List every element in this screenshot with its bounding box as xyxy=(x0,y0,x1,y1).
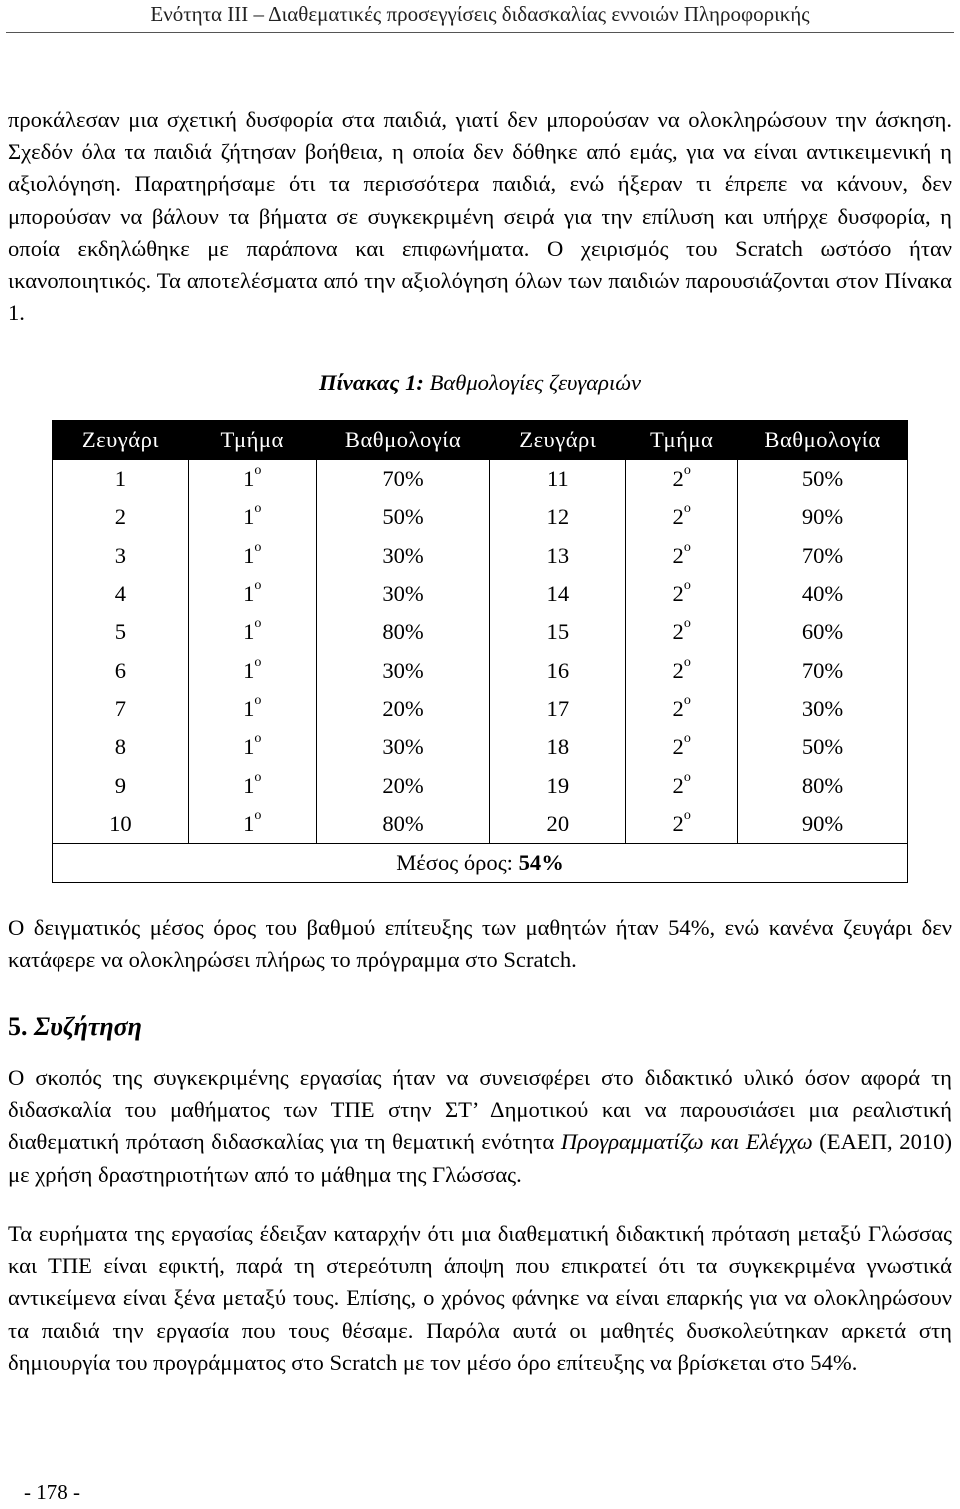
cell-score-a xyxy=(316,651,490,689)
page-number: - 178 - xyxy=(24,1480,80,1504)
cell-class-b-value: 2 xyxy=(672,734,684,760)
section-number: 5. xyxy=(8,1012,28,1041)
scores-table xyxy=(52,420,908,883)
table-row xyxy=(53,498,908,536)
ordinal-suffix: ο xyxy=(683,769,691,785)
cell-pair-b-value: 16 xyxy=(546,657,570,683)
cell-score-a-value: 20% xyxy=(382,772,424,798)
cell-score-a-value: 80% xyxy=(382,810,424,836)
table-row xyxy=(53,613,908,651)
cell-class-b-value: 2 xyxy=(672,695,684,721)
cell-score-b-value: 60% xyxy=(801,619,844,645)
cell-score-b xyxy=(738,766,908,804)
cell-pair-a-value: 1 xyxy=(114,466,127,492)
mean-value: 54% xyxy=(518,850,564,876)
cell-pair-b xyxy=(490,690,626,728)
cell-score-a-value: 30% xyxy=(382,657,424,683)
cell-score-a xyxy=(316,728,490,766)
table-row xyxy=(53,460,908,498)
cell-class-b xyxy=(626,651,738,689)
cell-class-a-value: 1 xyxy=(243,581,255,607)
cell-class-a xyxy=(188,651,316,689)
table-row xyxy=(53,766,908,804)
col-header-score-a: Βαθμολογία xyxy=(316,420,490,460)
cell-pair-b xyxy=(490,728,626,766)
cell-score-a xyxy=(316,575,490,613)
cell-score-a-value: 70% xyxy=(382,466,424,492)
cell-class-b-value: 2 xyxy=(672,810,684,836)
cell-class-a-value: 1 xyxy=(243,657,255,683)
discussion-paragraph-2: Τα ευρήματα της εργασίας έδειξαν καταρχήν ότι μια διαθεματική διδακτική πρόταση μεταξύ Γλώσσας και ΤΠΕ είναι εφικτή, παρά τη στερεότυπη άποψη που επικρατεί ότι τα συγκεκριμένα γνωστικά αντικείμενα είναι ξένα μεταξύ τους. Επίσης, ο χρόνος φάνηκε να είναι επαρκής για να ολοκληρώσουν τα παιδιά την εργασία που τους θέσαμε. Παρόλα αυτά οι μαθητές δυσκολεύτηκαν αρκετά στη δημιουργία του προγράμματος στο Scratch με τον μέσο όρο επίτευξης να βρίσκεται στο 54%. xyxy=(8,1221,952,1375)
cell-pair-b xyxy=(490,537,626,575)
cell-pair-a-value: 2 xyxy=(114,504,127,530)
section-heading xyxy=(8,1010,142,1044)
cell-pair-a xyxy=(53,575,189,613)
cell-class-b xyxy=(626,766,738,804)
cell-pair-b-value: 13 xyxy=(546,542,570,568)
cell-pair-a-value: 6 xyxy=(114,657,127,683)
ordinal-suffix: ο xyxy=(254,769,262,785)
cell-score-a xyxy=(316,537,490,575)
table-row xyxy=(53,575,908,613)
cell-score-b-value: 70% xyxy=(801,542,844,568)
cell-pair-a xyxy=(53,728,189,766)
section-title: Συζήτηση xyxy=(34,1012,142,1041)
mean-cell xyxy=(53,843,908,882)
ordinal-suffix: ο xyxy=(254,692,262,708)
cell-class-b xyxy=(626,498,738,536)
ordinal-suffix: ο xyxy=(683,731,691,747)
cell-pair-b-value: 19 xyxy=(546,772,570,798)
cell-pair-b-value: 18 xyxy=(546,734,570,760)
cell-pair-b-value: 12 xyxy=(546,504,570,530)
cell-pair-a xyxy=(53,805,189,844)
ordinal-suffix: ο xyxy=(683,807,691,823)
ordinal-suffix: ο xyxy=(254,731,262,747)
cell-class-b-value: 2 xyxy=(672,657,684,683)
cell-class-a-value: 1 xyxy=(243,542,255,568)
mean-row xyxy=(53,843,908,882)
cell-pair-b-value: 20 xyxy=(546,810,570,836)
cell-pair-a xyxy=(53,460,189,498)
cell-pair-a-value: 7 xyxy=(114,695,127,721)
cell-class-a xyxy=(188,766,316,804)
cell-score-a-value: 80% xyxy=(382,619,424,645)
table-header-row xyxy=(53,420,908,460)
cell-class-a-value: 1 xyxy=(243,810,255,836)
discussion-paragraph-1 xyxy=(8,1062,952,1191)
cell-score-b-value: 70% xyxy=(801,657,844,683)
cell-score-b xyxy=(738,613,908,651)
ordinal-suffix: ο xyxy=(683,501,691,517)
cell-pair-a-value: 3 xyxy=(114,542,127,568)
cell-score-a-value: 30% xyxy=(382,581,424,607)
col-header-pair-a: Ζευγάρι xyxy=(53,420,189,460)
cell-pair-a-value: 8 xyxy=(114,734,127,760)
summary-paragraph: Ο δειγματικός μέσος όρος του βαθμού επίτευξης των μαθητών ήταν 54%, ενώ κανένα ζευγάρι δεν κατάφερε να ολοκληρώσει πλήρως το πρόγραμμα στο Scratch. xyxy=(8,915,952,973)
cell-class-a xyxy=(188,690,316,728)
ordinal-suffix: ο xyxy=(254,654,262,670)
cell-class-b xyxy=(626,460,738,498)
cell-score-b-value: 90% xyxy=(801,810,844,836)
table-caption-label: Πίνακας 1: xyxy=(318,370,424,395)
cell-class-a xyxy=(188,805,316,844)
discussion-p1-italic: Προγραμματίζω και Ελέγχω xyxy=(560,1129,813,1155)
cell-score-b-value: 30% xyxy=(801,695,844,721)
cell-pair-b xyxy=(490,766,626,804)
cell-class-b-value: 2 xyxy=(672,581,684,607)
ordinal-suffix: ο xyxy=(254,501,262,517)
col-header-pair-b: Ζευγάρι xyxy=(490,420,626,460)
cell-score-a xyxy=(316,690,490,728)
cell-score-a xyxy=(316,498,490,536)
cell-score-b xyxy=(738,575,908,613)
cell-score-b-value: 50% xyxy=(801,734,844,760)
cell-class-b xyxy=(626,690,738,728)
cell-class-b-value: 2 xyxy=(672,466,684,492)
cell-pair-a xyxy=(53,690,189,728)
cell-pair-a xyxy=(53,498,189,536)
ordinal-suffix: ο xyxy=(683,616,691,632)
cell-pair-a xyxy=(53,613,189,651)
cell-pair-b-value: 15 xyxy=(546,619,570,645)
cell-pair-b-value: 17 xyxy=(546,695,570,721)
discussion-p1-start: Ο σκοπός της συγκεκριμένης εργασίας ήταν να συνεισφέρει στο διδακτικό υλικό όσον αφορά τη διδασκαλία του μαθήματος των ΤΠΕ στην ΣΤ’ Δημοτικού και να παρουσιάσει μια ρεαλιστική διαθεματική πρόταση διδασκαλίας για τη θεματική ενότητα xyxy=(8,1065,952,1155)
running-header: Ενότητα ΙΙΙ – Διαθεματικές προσεγγίσεις διδασκαλίας εννοιών Πληροφορικής xyxy=(150,2,810,26)
cell-score-b xyxy=(738,498,908,536)
ordinal-suffix: ο xyxy=(254,807,262,823)
table-row xyxy=(53,537,908,575)
col-header-class-b: Τμήμα xyxy=(626,420,738,460)
col-header-class-a: Τμήμα xyxy=(188,420,316,460)
ordinal-suffix: ο xyxy=(683,463,691,479)
cell-score-b xyxy=(738,651,908,689)
cell-score-b xyxy=(738,537,908,575)
ordinal-suffix: ο xyxy=(683,539,691,555)
cell-pair-b xyxy=(490,460,626,498)
cell-pair-a-value: 5 xyxy=(114,619,127,645)
header-divider xyxy=(6,32,954,33)
cell-pair-a xyxy=(53,537,189,575)
ordinal-suffix: ο xyxy=(254,539,262,555)
mean-label: Μέσος όρος: xyxy=(396,850,513,876)
cell-pair-a-value: 10 xyxy=(109,810,132,836)
cell-class-b xyxy=(626,537,738,575)
cell-pair-b xyxy=(490,651,626,689)
cell-class-a xyxy=(188,498,316,536)
cell-class-b xyxy=(626,805,738,844)
cell-class-a-value: 1 xyxy=(243,695,255,721)
cell-score-b-value: 40% xyxy=(801,581,844,607)
table-caption xyxy=(0,367,960,399)
cell-score-a xyxy=(316,460,490,498)
discussion-p1-end: (ΕΑΕΠ, 2010) με χρήση δραστηριοτήτων από το μάθημα της Γλώσσας. xyxy=(8,1129,953,1187)
table-caption-text: Βαθμολογίες ζευγαριών xyxy=(429,370,642,395)
cell-score-a-value: 20% xyxy=(382,695,424,721)
ordinal-suffix: ο xyxy=(254,578,262,594)
table-row xyxy=(53,728,908,766)
table-row xyxy=(53,690,908,728)
cell-score-b-value: 90% xyxy=(801,504,844,530)
cell-score-b xyxy=(738,728,908,766)
cell-score-a-value: 50% xyxy=(382,504,424,530)
cell-class-b xyxy=(626,613,738,651)
cell-pair-b xyxy=(490,498,626,536)
cell-pair-b xyxy=(490,805,626,844)
ordinal-suffix: ο xyxy=(683,692,691,708)
cell-pair-b-value: 14 xyxy=(546,581,570,607)
cell-class-a xyxy=(188,613,316,651)
cell-class-a-value: 1 xyxy=(243,734,255,760)
cell-class-b-value: 2 xyxy=(672,772,684,798)
cell-class-a xyxy=(188,537,316,575)
cell-class-a-value: 1 xyxy=(243,772,255,798)
cell-class-b xyxy=(626,575,738,613)
cell-pair-a-value: 9 xyxy=(114,772,127,798)
cell-score-b-value: 50% xyxy=(801,466,844,492)
cell-pair-b xyxy=(490,613,626,651)
cell-score-a xyxy=(316,766,490,804)
cell-pair-b xyxy=(490,575,626,613)
cell-score-b xyxy=(738,460,908,498)
cell-class-a-value: 1 xyxy=(243,619,255,645)
table-row xyxy=(53,651,908,689)
cell-score-a-value: 30% xyxy=(382,542,424,568)
ordinal-suffix: ο xyxy=(683,654,691,670)
ordinal-suffix: ο xyxy=(254,463,262,479)
cell-score-a-value: 30% xyxy=(382,734,424,760)
cell-score-b-value: 80% xyxy=(801,772,844,798)
ordinal-suffix: ο xyxy=(683,578,691,594)
cell-pair-a xyxy=(53,651,189,689)
cell-score-b xyxy=(738,805,908,844)
intro-paragraph: προκάλεσαν μια σχετική δυσφορία στα παιδιά, γιατί δεν μπορούσαν να ολοκληρώσουν την άσκηση. Σχεδόν όλα τα παιδιά ζήτησαν βοήθεια, η οποία δεν δόθηκε από εμάς, για να είναι αντικειμενική η αξιολόγηση. Παρατηρήσαμε ότι τα περισσότερα παιδιά, ενώ ήξεραν τι έπρεπε να κάνουν, δεν μπορούσαν να βάλουν τα βήματα σε συγκεκριμένη σειρά για την επίλυση και υπήρχε δυσφορία, η οποία εκδηλώθηκε με παράπονα και επιφωνήματα. Ο χειρισμός του Scratch ωστόσο ήταν ικανοποιητικός. Τα αποτελέσματα από την αξιολόγηση όλων των παιδιών παρουσιάζονται στον Πίνακα 1. xyxy=(8,107,952,326)
cell-pair-a xyxy=(53,766,189,804)
cell-score-a xyxy=(316,805,490,844)
ordinal-suffix: ο xyxy=(254,616,262,632)
cell-class-b-value: 2 xyxy=(672,542,684,568)
cell-pair-a-value: 4 xyxy=(114,581,127,607)
cell-score-b xyxy=(738,690,908,728)
cell-class-a xyxy=(188,728,316,766)
col-header-score-b: Βαθμολογία xyxy=(738,420,908,460)
table-row xyxy=(53,805,908,844)
cell-class-a-value: 1 xyxy=(243,504,255,530)
cell-class-a-value: 1 xyxy=(243,466,255,492)
cell-pair-b-value: 11 xyxy=(546,466,569,492)
cell-class-b-value: 2 xyxy=(672,504,684,530)
cell-class-a xyxy=(188,460,316,498)
cell-class-b xyxy=(626,728,738,766)
cell-class-b-value: 2 xyxy=(672,619,684,645)
cell-score-a xyxy=(316,613,490,651)
cell-class-a xyxy=(188,575,316,613)
